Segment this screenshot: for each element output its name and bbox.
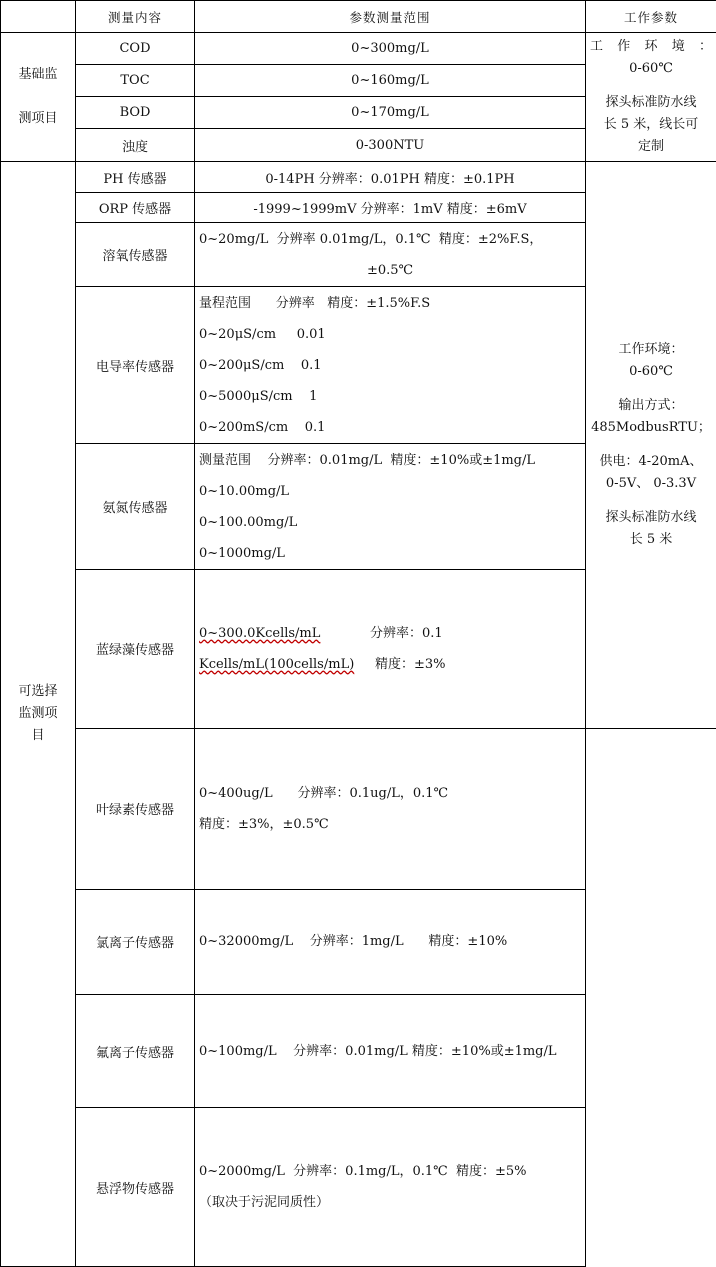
range-fluoride: 0~100mg/L 分辨率：0.01mg/L 精度：±10%或±1mg/L (195, 995, 586, 1108)
item-orp: ORP 传感器 (76, 193, 195, 223)
range-toc: 0~160mg/L (195, 65, 586, 97)
item-turbidity: 浊度 (76, 129, 195, 162)
item-suspended-solids: 悬浮物传感器 (76, 1108, 195, 1267)
optional-params-1: 工作环境： 0-60℃ 输出方式： 485ModbusRTU； 供电：4-20mA、 0-5V、 0-3.3V 探头标准防水线 长 5 米 (586, 162, 716, 729)
header-content: 测量内容 (76, 1, 195, 33)
item-chloride: 氯离子传感器 (76, 889, 195, 995)
range-chlorophyll: 0~400ug/L 分辨率：0.1ug/L，0.1℃ 精度：±3%，±0.5℃ (195, 728, 586, 889)
item-ammonia: 氨氮传感器 (76, 444, 195, 570)
item-do: 溶氧传感器 (76, 223, 195, 287)
item-fluoride: 氟离子传感器 (76, 995, 195, 1108)
range-conductivity: 量程范围 分辨率 精度：±1.5%F.S 0~20μS/cm 0.01 0~200μS/cm 0.1 0~5000μS/cm 1 0~200mS/cm 0.1 (195, 287, 586, 444)
item-bod: BOD (76, 97, 195, 129)
range-turbidity: 0-300NTU (195, 129, 586, 162)
item-chlorophyll: 叶绿素传感器 (76, 728, 195, 889)
optional-group-label: 可选择 监测项 目 (1, 162, 76, 1267)
range-ph: 0-14PH 分辨率：0.01PH 精度：±0.1PH (195, 162, 586, 193)
range-bluegreen-algae: 0~300.0Kcells/mL 分辨率：0.1 Kcells/mL(100cells/mL) 精度：±3% (195, 570, 586, 729)
item-toc: TOC (76, 65, 195, 97)
range-cod: 0~300mg/L (195, 33, 586, 65)
item-conductivity: 电导率传感器 (76, 287, 195, 444)
range-do: 0~20mg/L 分辨率 0.01mg/L，0.1℃ 精度：±2%F.S， ±0.5℃ (195, 223, 586, 287)
range-bod: 0~170mg/L (195, 97, 586, 129)
basic-params: 工 作 环 境 ： 0-60℃ 探头标准防水线 长 5 米，线长可 定制 (586, 33, 716, 162)
header-range: 参数测量范围 (195, 1, 586, 33)
range-ammonia: 测量范围 分辨率：0.01mg/L 精度：±10%或±1mg/L 0~10.00mg/L 0~100.00mg/L 0~1000mg/L (195, 444, 586, 570)
item-cod: COD (76, 33, 195, 65)
range-chloride: 0~32000mg/L 分辨率：1mg/L 精度：±10% (195, 889, 586, 995)
item-ph: PH 传感器 (76, 162, 195, 193)
item-bluegreen-algae: 蓝绿藻传感器 (76, 570, 195, 729)
header-empty (1, 1, 76, 33)
range-orp: -1999~1999mV 分辨率：1mV 精度：±6mV (195, 193, 586, 223)
range-suspended-solids: 0~2000mg/L 分辨率：0.1mg/L，0.1℃ 精度：±5% （取决于污泥同质性） (195, 1108, 586, 1267)
basic-group-label: 基础监 测项目 (1, 33, 76, 162)
header-params: 工作参数 (586, 1, 716, 33)
